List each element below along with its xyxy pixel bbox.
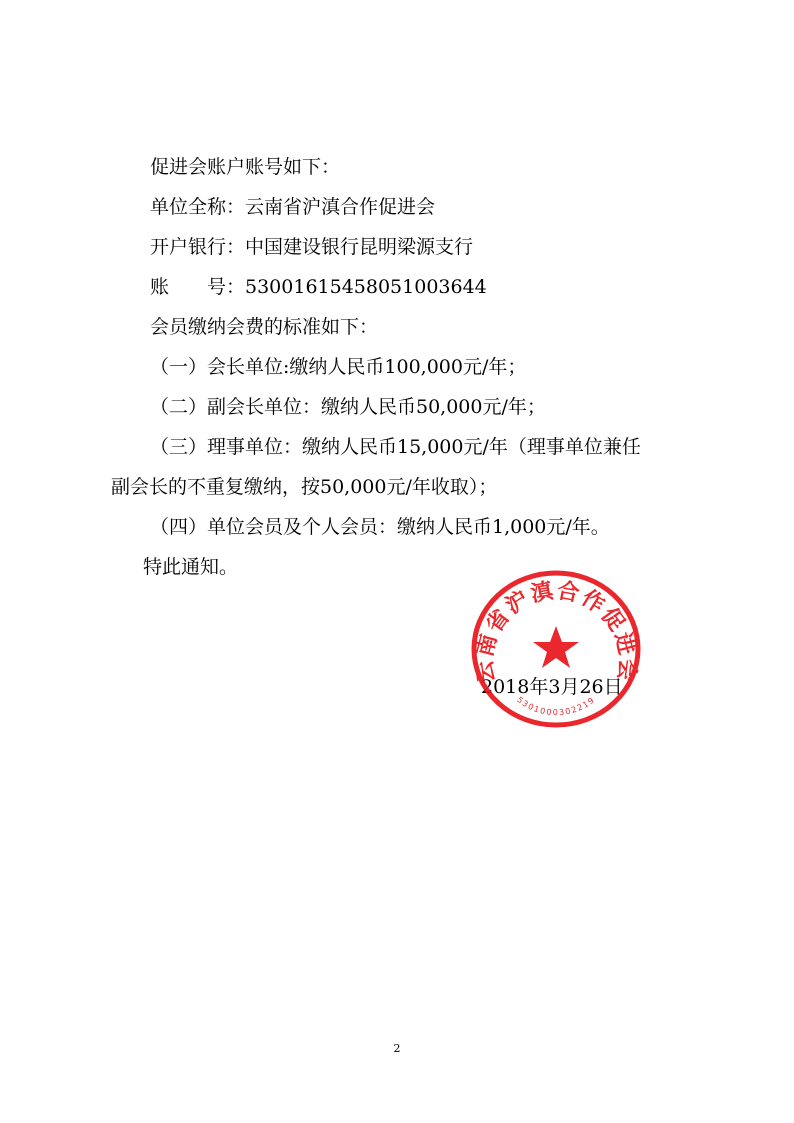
bank-name: 开户银行：中国建设银行昆明梁源支行 (150, 236, 474, 258)
fee-item-1: （一）会长单位:缴纳人民币100,000元/年； (150, 356, 527, 378)
account-number: 账 号：53001615458051003644 (150, 276, 487, 298)
fee-standard-heading: 会员缴纳会费的标准如下： (150, 316, 379, 338)
account-intro: 促进会账户账号如下： (150, 156, 341, 178)
fee-item-3: （三）理事单位：缴纳人民币15,000元/年（理事单位兼任 (150, 436, 641, 458)
document-date: 2018年3月26日 (481, 676, 623, 698)
seal-code: 5301000302219 (515, 695, 597, 718)
page-number: 2 (393, 1042, 401, 1055)
seal-organization-name: 云南省沪滇合作促进会 (472, 578, 640, 685)
official-seal (470, 568, 642, 730)
fee-item-2: （二）副会长单位：缴纳人民币50,000元/年； (150, 396, 546, 418)
closing-notice: 特此通知。 (143, 556, 239, 578)
fee-item-4: （四）单位会员及个人会员：缴纳人民币1,000元/年。 (150, 516, 610, 538)
fee-item-3-continued: 副会长的不重复缴纳，按50,000元/年收取）； (111, 476, 498, 498)
seal-star-icon (533, 626, 579, 668)
unit-full-name: 单位全称：云南省沪滇合作促进会 (150, 196, 436, 218)
